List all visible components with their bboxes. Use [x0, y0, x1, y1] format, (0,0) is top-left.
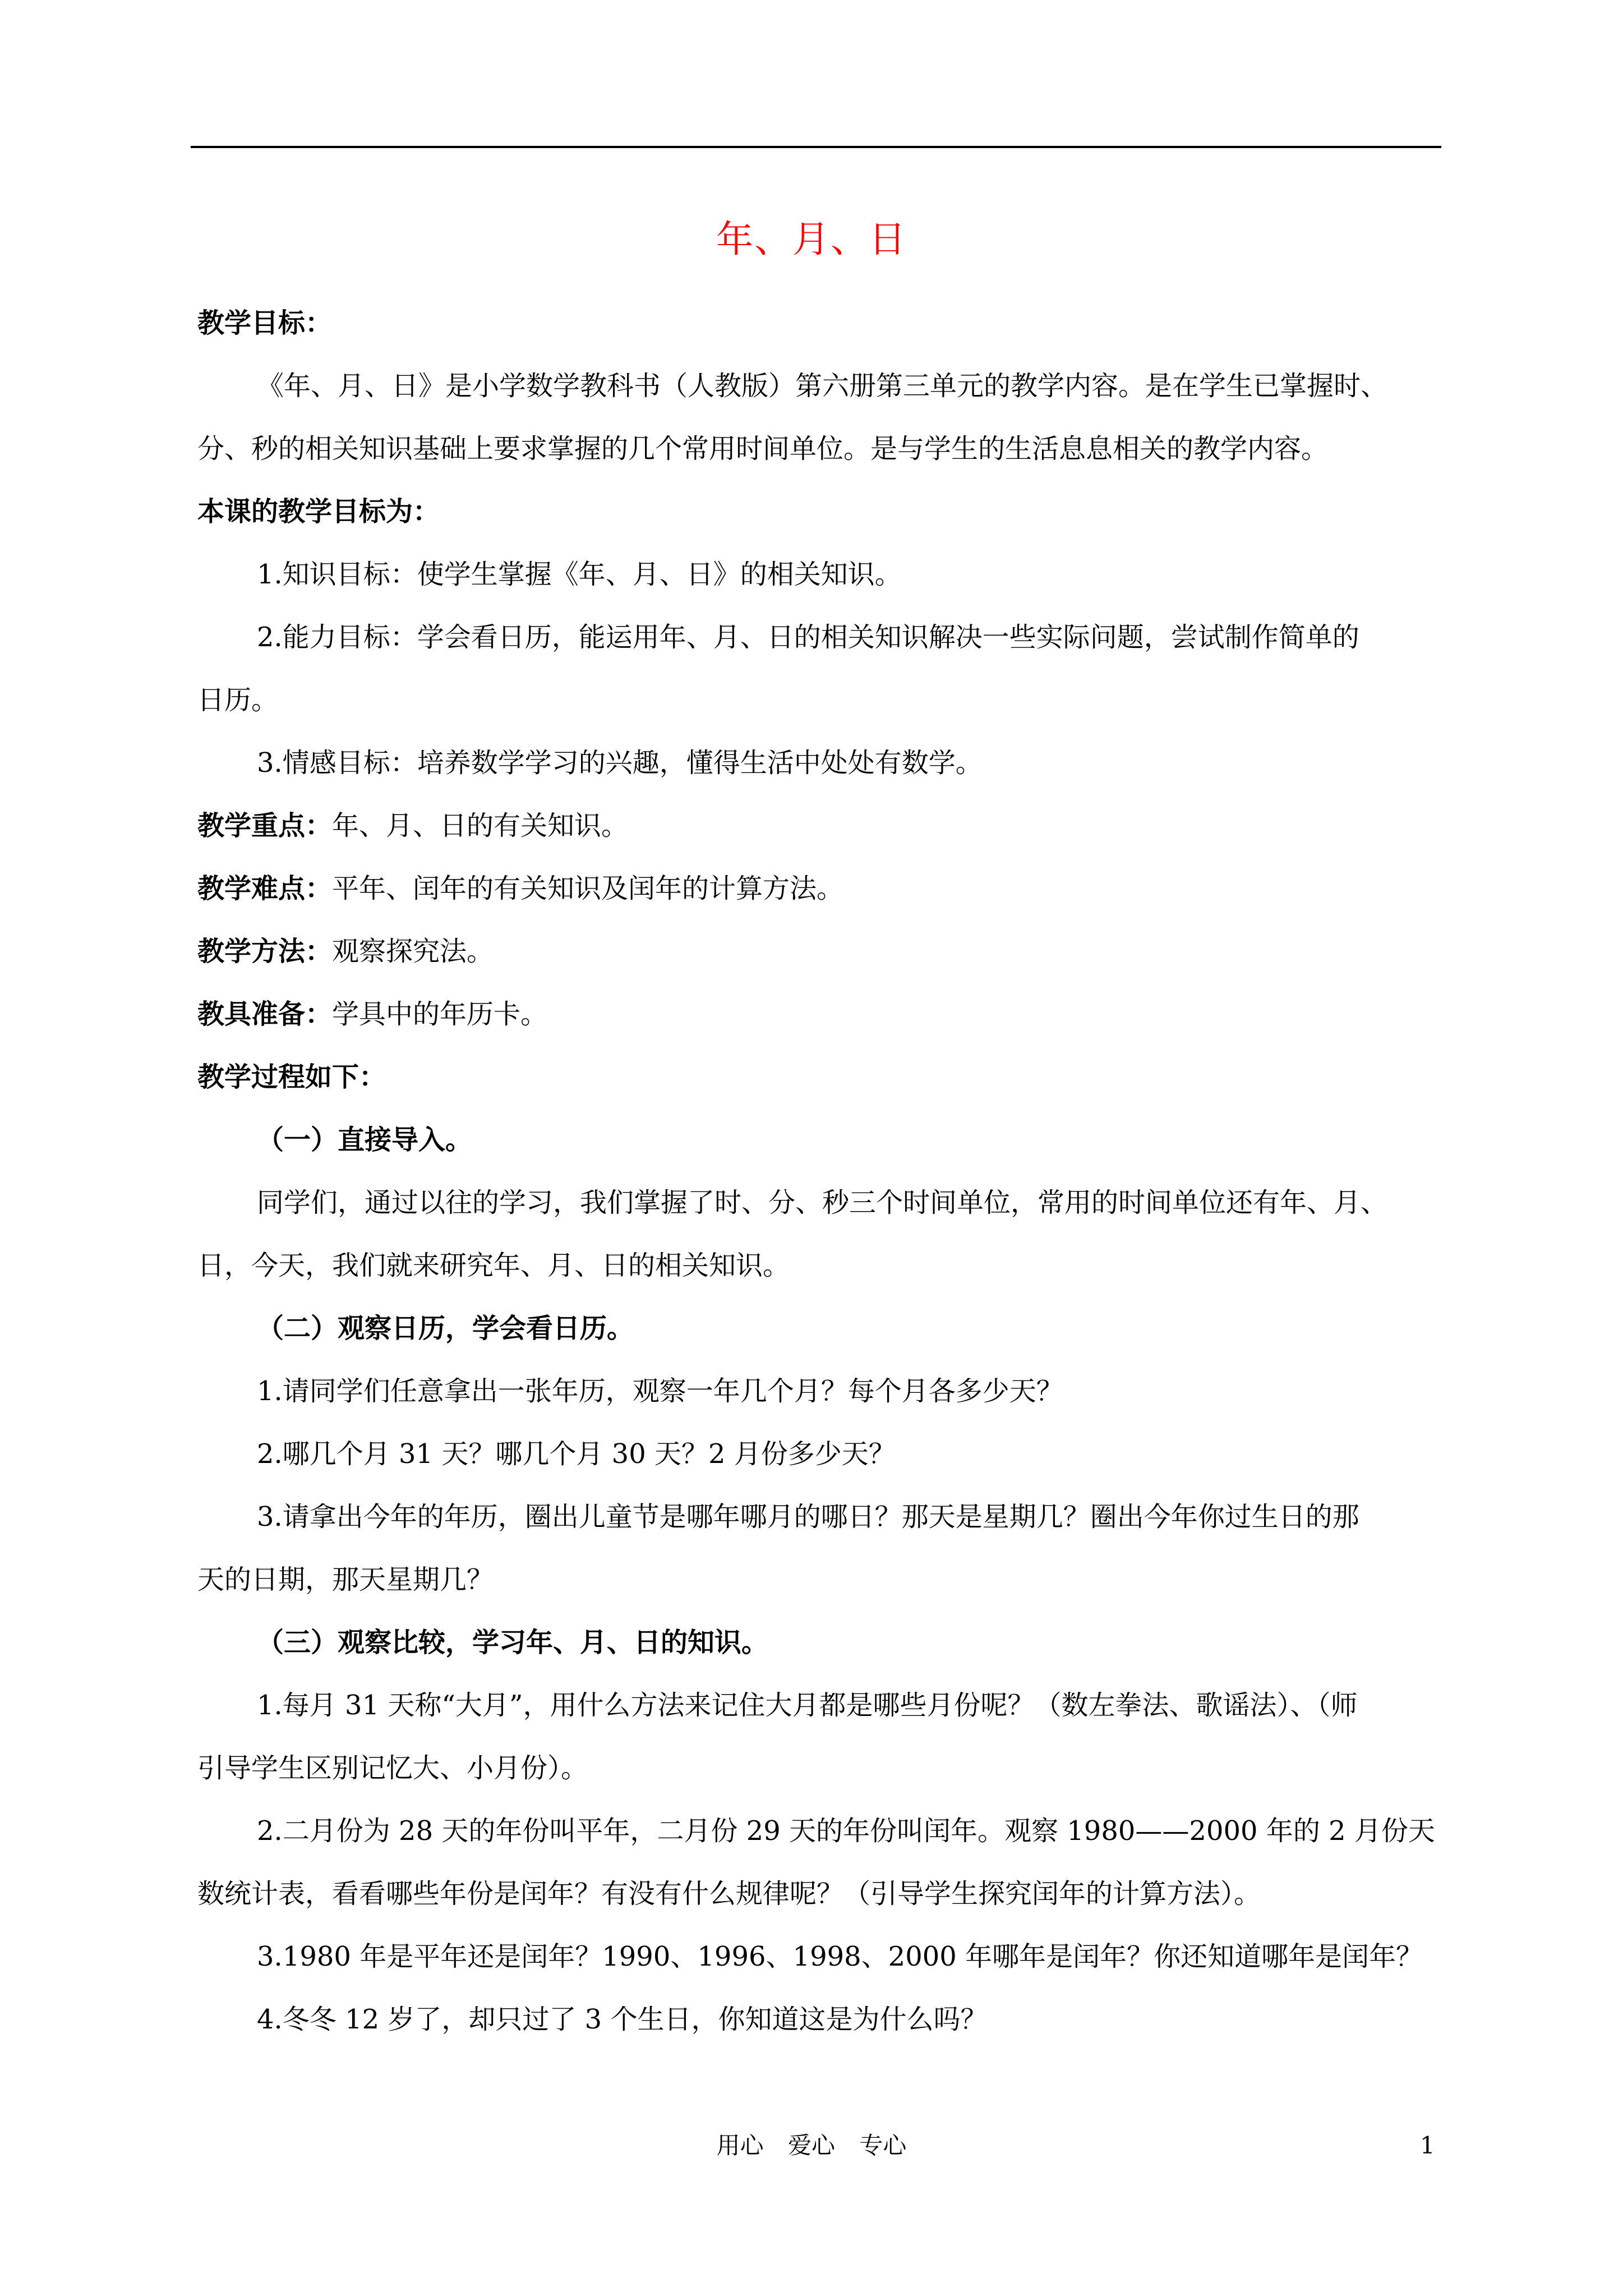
paragraph-line: 3.情感目标：培养数学学习的兴趣，懂得生活中处处有数学。 — [257, 747, 983, 779]
paragraph-line: 分、秒的相关知识基础上要求掌握的几个常用时间单位。是与学生的生活息息相关的教学内容。 — [197, 433, 1329, 464]
label-method: 教学方法： — [197, 936, 333, 967]
value-materials: 学具中的年历卡。 — [332, 999, 548, 1030]
paragraph-line: 2.二月份为 28 天的年份叫平年，二月份 29 天的年份叫闰年。观察 1980——2000 年的 2 月份天 — [257, 1815, 1435, 1847]
paragraph-line: 数统计表，看看哪些年份是闰年？有没有什么规律呢？（引导学生探究闰年的计算方法）。 — [197, 1878, 1261, 1910]
labeled-line-difficulties — [197, 857, 1441, 920]
paragraph-line: 3.1980 年是平年还是闰年？1990、1996、1998、2000 年哪年是闰年？你还知道哪年是闰年？ — [257, 1941, 1423, 1972]
document-title: 年、月、日 — [716, 218, 907, 261]
section-heading-2: （二）观察日历，学会看日历。 — [257, 1313, 634, 1344]
labeled-line-method — [197, 920, 1441, 983]
heading-lesson-goals: 本课的教学目标为： — [197, 496, 440, 527]
paragraph-line: 引导学生区别记忆大、小月份）。 — [197, 1752, 588, 1784]
label-difficulties: 教学难点： — [197, 873, 333, 904]
label-key-points: 教学重点： — [197, 810, 333, 841]
paragraph-line: 天的日期，那天星期几？ — [197, 1564, 494, 1595]
paragraph-line: 1.每月 31 天称“大月”，用什么方法来记住大月都是哪些月份呢？（数左拳法、歌谣法）、（师 — [257, 1690, 1358, 1721]
paragraph-line: 《年、月、日》是小学数学教科书（人教版）第六册第三单元的教学内容。是在学生已掌握时、 — [257, 370, 1388, 402]
paragraph-line: 2.哪几个月 31 天？哪几个月 30 天？2 月份多少天？ — [257, 1438, 896, 1470]
paragraph-line: 3.请拿出今年的年历，圈出儿童节是哪年哪月的哪日？那天是星期几？圈出今年你过生日的那 — [257, 1501, 1359, 1533]
value-difficulties: 平年、闰年的有关知识及闰年的计算方法。 — [332, 873, 844, 904]
value-method: 观察探究法。 — [332, 936, 494, 967]
section-heading-1: （一）直接导入。 — [257, 1124, 473, 1156]
paragraph-line: 4.冬冬 12 岁了，却只过了 3 个生日，你知道这是为什么吗？ — [257, 2004, 988, 2035]
section-heading-3: （三）观察比较，学习年、月、日的知识。 — [257, 1627, 769, 1658]
paragraph-line: 日，今天，我们就来研究年、月、日的相关知识。 — [197, 1250, 790, 1281]
paragraph-line: 1.请同学们任意拿出一张年历，观察一年几个月？每个月各多少天？ — [257, 1375, 1063, 1407]
footer-motto: 用心 爱心 专心 — [716, 2132, 907, 2159]
paragraph-line: 日历。 — [197, 684, 279, 716]
paragraph-line: 1.知识目标：使学生掌握《年、月、日》的相关知识。 — [257, 559, 902, 590]
heading-teaching-goals: 教学目标： — [197, 307, 333, 339]
labeled-line-materials — [197, 983, 1441, 1046]
paragraph-line: 2.能力目标：学会看日历，能运用年、月、日的相关知识解决一些实际问题，尝试制作简单的 — [257, 622, 1359, 653]
paragraph-line: 同学们，通过以往的学习，我们掌握了时、分、秒三个时间单位，常用的时间单位还有年、月、 — [257, 1187, 1388, 1218]
document-body — [197, 292, 1441, 2051]
heading-teaching-process: 教学过程如下： — [197, 1061, 386, 1093]
page-number: 1 — [1420, 2132, 1435, 2159]
labeled-line-key-points — [197, 794, 1441, 857]
value-key-points: 年、月、日的有关知识。 — [332, 810, 629, 841]
header-rule — [191, 146, 1441, 148]
label-materials: 教具准备： — [197, 999, 333, 1030]
